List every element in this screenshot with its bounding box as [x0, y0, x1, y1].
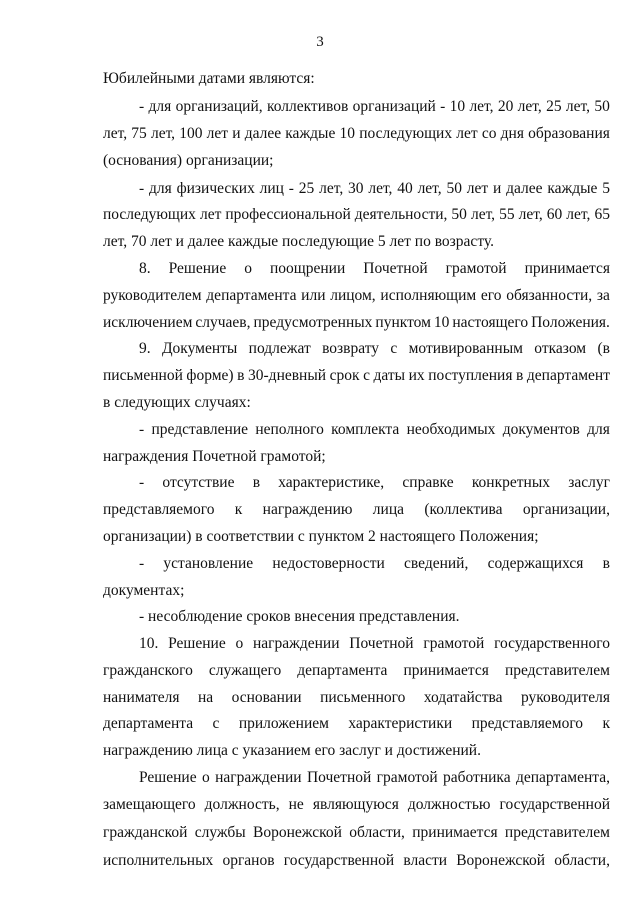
text-word: работника [442, 769, 511, 786]
text-word: гражданской [103, 824, 188, 841]
text-word: (основания) организации; [103, 152, 274, 169]
text-word: власти [403, 852, 448, 869]
text-word: 5 [602, 180, 610, 197]
text-word: лет [206, 125, 229, 142]
text-word: представляемого [103, 501, 215, 518]
text-word: подлежат [248, 340, 311, 357]
text-word: каждые [547, 180, 598, 197]
text-word: руководителя [520, 689, 610, 706]
text-word: государственного [494, 635, 610, 652]
text-word: 10 [449, 98, 466, 115]
text-word: в [237, 367, 245, 384]
text-word: Решение [139, 769, 197, 786]
text-line [139, 336, 610, 362]
text-word: недостоверности [272, 555, 385, 572]
text-word: содержащихся [487, 555, 584, 572]
text-line [103, 310, 610, 336]
text-word: нанимателя [103, 689, 180, 706]
text-word: далее [506, 180, 543, 197]
text-word: деятельности, [354, 206, 448, 223]
text-word: к [602, 715, 610, 732]
text-word: лет [466, 180, 489, 197]
text-word: лет, [565, 98, 591, 115]
text-word: о [235, 635, 244, 652]
text-word: справке [402, 474, 454, 491]
text-word: департамента, [515, 769, 610, 786]
text-word: профессиональной [225, 206, 351, 223]
text-line [139, 417, 610, 443]
text-word: физических [176, 180, 255, 197]
text-word: департамента [206, 287, 297, 304]
text-word: 50 [594, 98, 610, 115]
text-word: в [516, 367, 524, 384]
text-word: лет, [469, 98, 494, 115]
text-word: к [234, 501, 243, 518]
text-word: о [244, 260, 252, 277]
page-number: 3 [316, 34, 324, 50]
text-word: грамотой [376, 769, 438, 786]
text-word: (в [597, 340, 610, 357]
text-word: не [288, 796, 304, 813]
text-word: 10 [433, 314, 450, 331]
text-word: на [197, 689, 214, 706]
text-word: награждению [262, 501, 353, 518]
text-word: с [390, 340, 398, 357]
text-word: - [139, 180, 145, 197]
text-word: Решение [168, 635, 226, 652]
text-word: 65 [594, 206, 610, 223]
text-word: грамотой [445, 260, 507, 277]
text-word: 55 [499, 206, 515, 223]
text-word: или [301, 287, 326, 304]
text-word: должность, [204, 796, 280, 813]
text-word: сведений, [404, 555, 469, 572]
text-word: - [139, 421, 145, 438]
text-word: департамент [526, 367, 610, 384]
text-word: награждении [215, 769, 302, 786]
text-line [139, 604, 610, 630]
text-word: даты [373, 367, 406, 384]
text-line [103, 524, 610, 550]
text-word: характеристике, [278, 474, 385, 491]
text-word: их [408, 367, 425, 384]
text-word: лет, [103, 125, 128, 142]
text-word: с [363, 367, 370, 384]
text-word: лет, [368, 180, 393, 197]
text-word: представление [151, 421, 249, 438]
text-word: основании [231, 689, 302, 706]
text-word: для [587, 421, 610, 438]
text-line [139, 470, 610, 496]
text-word: последующих [103, 206, 196, 223]
text-word: неполного [255, 421, 324, 438]
text-word: коллективов [266, 98, 349, 115]
text-word: представляемого [471, 715, 584, 732]
text-word: награждении [252, 635, 340, 652]
text-word: каждые [285, 125, 336, 142]
text-word: в следующих случаях: [103, 394, 251, 411]
text-word: 9. [139, 340, 151, 357]
text-word: грамотой [423, 635, 485, 652]
text-word: возврату [322, 340, 380, 357]
text-word: исключением [103, 314, 193, 331]
text-word: приложением [238, 715, 329, 732]
text-word: (коллектива [424, 501, 503, 518]
text-word: должностью [407, 796, 491, 813]
text-word: настоящего [452, 314, 529, 331]
text-word: Воронежской [253, 824, 342, 841]
text-word: случаев, [195, 314, 251, 331]
text-word: 25 [298, 180, 315, 197]
text-word: характеристики [348, 715, 453, 732]
text-word: заслуг [568, 474, 610, 491]
text-word: Юбилейными датами являются: [103, 70, 315, 87]
text-word: Почетной [349, 635, 414, 652]
text-line [139, 256, 610, 282]
text-word: - [440, 98, 446, 115]
text-line [103, 148, 610, 174]
text-word: исполнительных [103, 852, 214, 869]
text-word: и [232, 125, 241, 142]
text-word: лет [456, 125, 478, 142]
text-word: отсутствие [162, 474, 235, 491]
text-word: о [201, 769, 210, 786]
text-line [103, 390, 610, 416]
text-word: поощрении [270, 260, 346, 277]
text-word: лиц [259, 180, 284, 197]
text-word: документов [502, 421, 580, 438]
text-word: департамента [103, 715, 194, 732]
text-word: 60 [546, 206, 563, 223]
text-word: лет, [150, 125, 176, 142]
text-word: принимается [403, 662, 489, 679]
text-word: организаций [352, 98, 436, 115]
text-word: лет, [517, 98, 542, 115]
text-word: области, [349, 824, 405, 841]
text-word: служащего [208, 662, 282, 679]
text-word: области, [554, 852, 610, 869]
text-line [103, 444, 610, 470]
text-word: 40 [397, 180, 413, 197]
text-word: лет, 70 лет и далее каждые последующие 5 лет по возрасту. [103, 233, 494, 250]
text-line [103, 792, 610, 818]
text-word: форме) [186, 367, 234, 384]
text-word: лет, [319, 180, 344, 197]
text-word: организации) в соответствии с пунктом 2 настоящего Положения; [103, 528, 539, 545]
text-line [139, 176, 610, 202]
text-word: конкретных [471, 474, 550, 491]
text-line [103, 848, 610, 874]
text-line [103, 578, 610, 604]
text-word: Почетной [363, 260, 428, 277]
text-line [103, 711, 610, 737]
text-word: - несоблюдение сроков внесения представления. [139, 608, 460, 625]
text-word: лицом, [330, 287, 376, 304]
text-word: письменной [103, 367, 183, 384]
text-word: мотивированным [408, 340, 523, 357]
text-word: далее [244, 125, 282, 142]
text-word: пунктом [375, 314, 431, 331]
text-word: Воронежской [456, 852, 546, 869]
text-word: лет [199, 206, 222, 223]
text-word: Документы [161, 340, 238, 357]
text-line [103, 685, 610, 711]
text-word: обязанности, [506, 287, 593, 304]
text-word: организаций, [175, 98, 263, 115]
text-word: награждению лица с указанием его заслуг и достижений. [103, 742, 481, 759]
text-line [139, 94, 610, 120]
text-word: срок [329, 367, 360, 384]
text-word: предусмотренных [253, 314, 373, 331]
text-line [103, 363, 610, 389]
text-word: 30 [348, 180, 364, 197]
text-word: являющуюся [312, 796, 399, 813]
text-word: лет, [417, 180, 442, 197]
text-word: представителем [504, 824, 610, 841]
text-word: с [212, 715, 220, 732]
text-word: департамента [297, 662, 388, 679]
text-word: дня [500, 125, 524, 142]
text-word: Положения. [531, 314, 610, 331]
text-word: награждения Почетной грамотой; [103, 448, 326, 465]
text-word: образования [528, 125, 610, 142]
text-word: его [480, 287, 502, 304]
text-word: органов [222, 852, 275, 869]
text-word: замещающего [103, 796, 196, 813]
text-line [103, 202, 610, 228]
text-word: 10 [339, 125, 356, 142]
text-word: государственной [499, 796, 610, 813]
text-word: для [148, 98, 172, 115]
text-word: - [139, 98, 145, 115]
text-word: 50 [451, 206, 467, 223]
text-word: отказом [534, 340, 587, 357]
text-word: 25 [546, 98, 562, 115]
text-line [139, 765, 610, 791]
text-word: исполняющим [380, 287, 477, 304]
text-word: - [288, 180, 294, 197]
text-word: 30-дневный [248, 367, 327, 384]
text-word: поступления [428, 367, 513, 384]
text-line [103, 738, 610, 764]
text-word: принимается [524, 260, 610, 277]
text-line [103, 229, 610, 255]
text-word: Почетной [306, 769, 372, 786]
text-word: Решение [168, 260, 227, 277]
text-word: руководителем [103, 287, 202, 304]
text-line [103, 820, 610, 846]
text-word: для [148, 180, 172, 197]
text-word: в [602, 555, 610, 572]
text-word: за [596, 287, 610, 304]
text-line [103, 121, 610, 147]
text-word: 8. [139, 260, 151, 277]
text-word: установление [163, 555, 254, 572]
text-word: последующих [359, 125, 453, 142]
text-word: службы [194, 824, 246, 841]
text-word: гражданского [103, 662, 193, 679]
text-word: - [139, 555, 145, 572]
text-word: принимается [412, 824, 498, 841]
text-word: документах; [103, 582, 185, 599]
text-word: лица [372, 501, 405, 518]
text-word: - [139, 474, 145, 491]
text-line [103, 658, 610, 684]
text-word: 10. [139, 635, 159, 652]
text-word: государственной [283, 852, 395, 869]
text-line [103, 283, 610, 309]
text-line [139, 551, 610, 577]
text-line [103, 66, 610, 92]
text-word: лет, [518, 206, 543, 223]
text-line [103, 497, 610, 523]
text-word: 100 [179, 125, 203, 142]
text-word: письменного [320, 689, 406, 706]
text-word: лет, [470, 206, 496, 223]
text-word: лет, [566, 206, 591, 223]
text-word: 20 [497, 98, 514, 115]
text-word: в [252, 474, 261, 491]
text-word: со [481, 125, 497, 142]
text-line [139, 631, 610, 657]
text-word: ходатайства [423, 689, 503, 706]
text-word: комплекта [331, 421, 400, 438]
text-word: 50 [446, 180, 462, 197]
text-word: 75 [131, 125, 147, 142]
text-word: организации, [522, 501, 610, 518]
text-word: представителем [504, 662, 610, 679]
text-word: и [493, 180, 502, 197]
text-word: необходимых [406, 421, 496, 438]
